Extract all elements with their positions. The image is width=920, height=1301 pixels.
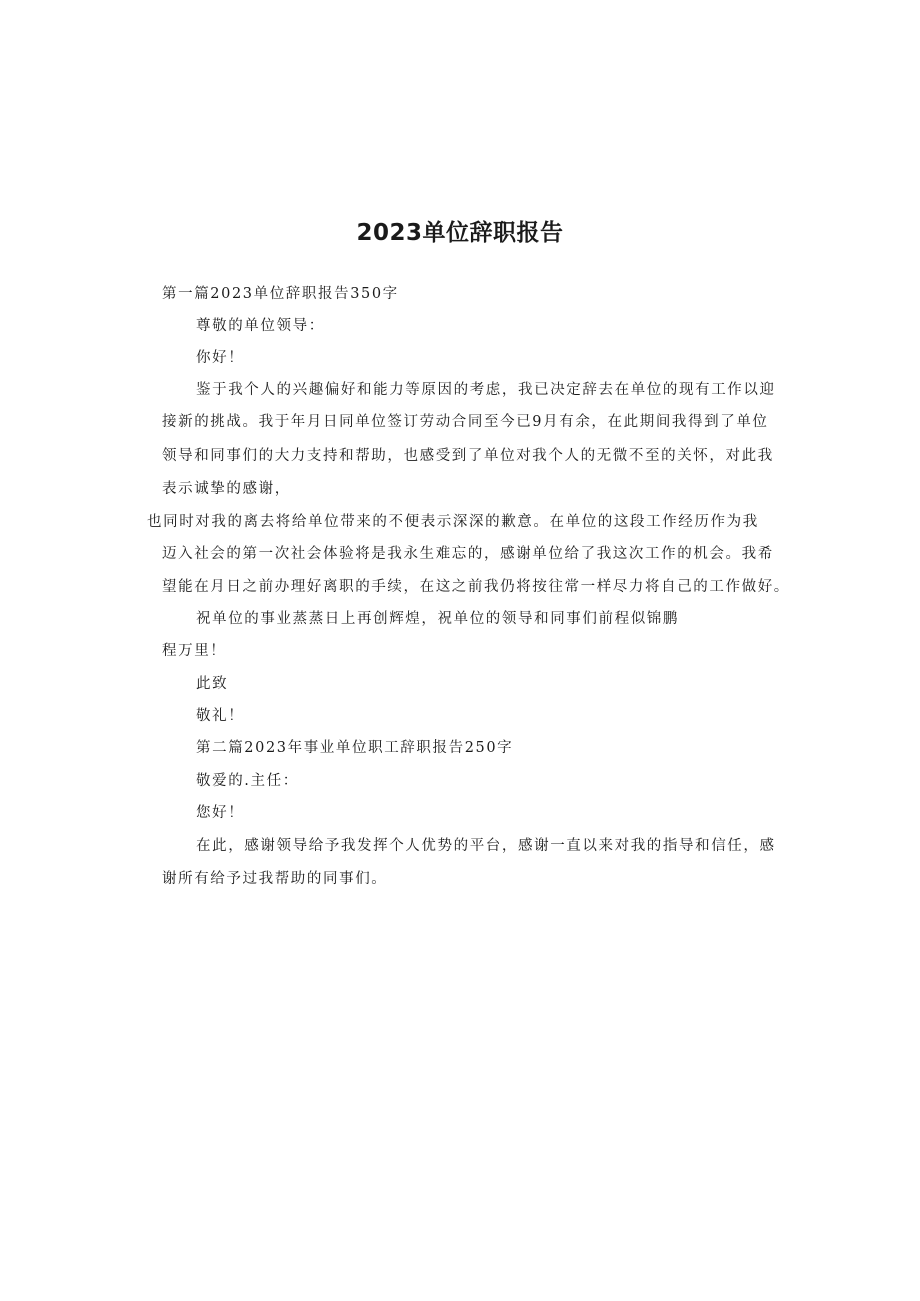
closing-line: 此致	[196, 676, 229, 692]
body-line: 接新的挑战。我于年月日同单位签订劳动合同至今已9月有余，在此期间我得到了单位	[162, 414, 769, 430]
body-line: 也同时对我的离去将给单位带来的不便表示深深的歉意。在单位的这段工作经历作为我	[147, 514, 759, 530]
section-heading-2: 第二篇2023年事业单位职工辞职报告250字	[196, 740, 514, 756]
greeting: 你好！	[196, 350, 245, 366]
body-line: 迈入社会的第一次社会体验将是我永生难忘的，感谢单位给了我这次工作的机会。我希	[162, 546, 774, 562]
body-line: 领导和同事们的大力支持和帮助，也感受到了单位对我个人的无微不至的关怀，对此我	[162, 448, 774, 464]
body-line: 望能在月日之前办理好离职的手续，在这之前我仍将按往常一样尽力将自己的工作做好。	[162, 579, 790, 595]
greeting: 您好！	[196, 805, 245, 821]
body-line: 鉴于我个人的兴趣偏好和能力等原因的考虑，我已决定辞去在单位的现有工作以迎	[196, 382, 776, 398]
salutation: 尊敬的单位领导：	[196, 318, 325, 334]
body-line: 表示诚挚的感谢，	[162, 481, 291, 497]
document-title: 2023单位辞职报告	[356, 220, 564, 246]
body-line: 程万里！	[162, 643, 227, 659]
closing-line: 敬礼！	[196, 708, 245, 724]
section-heading-1: 第一篇2023单位辞职报告350字	[162, 286, 399, 302]
body-line: 谢所有给予过我帮助的同事们。	[162, 871, 388, 887]
body-line: 祝单位的事业蒸蒸日上再创辉煌，祝单位的领导和同事们前程似锦鹏	[196, 611, 679, 627]
salutation: 敬爱的.主任：	[196, 773, 299, 789]
body-line: 在此，感谢领导给予我发挥个人优势的平台，感谢一直以来对我的指导和信任，感	[196, 838, 776, 854]
